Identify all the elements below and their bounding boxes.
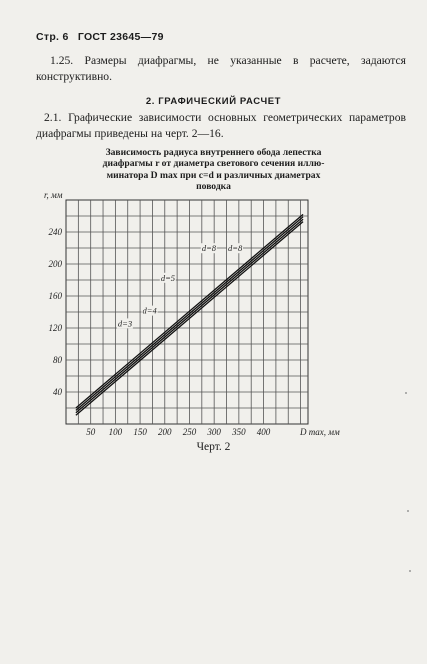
x-tick-label: 350 [232,427,246,437]
x-tick-label: 300 [207,427,221,437]
paragraph-2-1-text: Графические зависимости основных геометрических параметров диафрагмы приведены на черт. 2—16. [36,111,407,140]
y-tick-label: 120 [48,323,62,333]
y-tick-label: 40 [53,387,62,397]
curve-label: d=3 [117,318,133,329]
y-tick-label: 200 [48,259,62,269]
curve-label: d=4 [142,305,157,316]
x-tick-label: 50 [86,427,96,437]
x-tick-label: 100 [108,427,123,437]
y-axis-label: r, мм [44,190,63,200]
curve-label: d=5 [160,272,176,283]
scan-speck [405,392,407,394]
curve-label: d=8 [227,243,243,254]
section-title: 2. ГРАФИЧЕСКИЙ РАСЧЕТ [145,96,282,107]
x-tick-label: 400 [256,427,271,437]
scan-speck [407,510,409,512]
standard-number: ГОСТ 23645—79 [77,31,164,43]
chart-caption-line-4: поводка [196,180,231,192]
curve-label: d=8 [201,243,217,254]
y-tick-label: 240 [48,227,62,237]
scan-speck [409,570,411,572]
y-tick-label: 160 [48,291,62,301]
x-tick-label: 200 [158,427,172,437]
paragraph-1-25-number: 1.25. [50,54,74,67]
x-tick-label: 250 [182,427,197,437]
y-tick-label: 80 [53,355,62,365]
x-axis-label: D max, мм [300,427,340,437]
figure-label: Черт. 2 [196,441,231,453]
paragraph-2-1-number: 2.1. [44,111,62,124]
chart-caption-line-2: диафрагмы r от диаметра светового сечения иллю- [102,158,325,170]
x-tick-label: 150 [133,427,147,437]
chart-caption-line-1: Зависимость радиуса внутреннего обода лепестка [105,147,322,158]
page-number: Стр. 6 [36,31,69,43]
paragraph-1-25-text: Размеры диафрагмы, не указанные в расчете, задаются конструктивно. [36,54,406,83]
chart-caption-line-3: минатора D max при c=d и различных диаметрах [106,169,321,181]
